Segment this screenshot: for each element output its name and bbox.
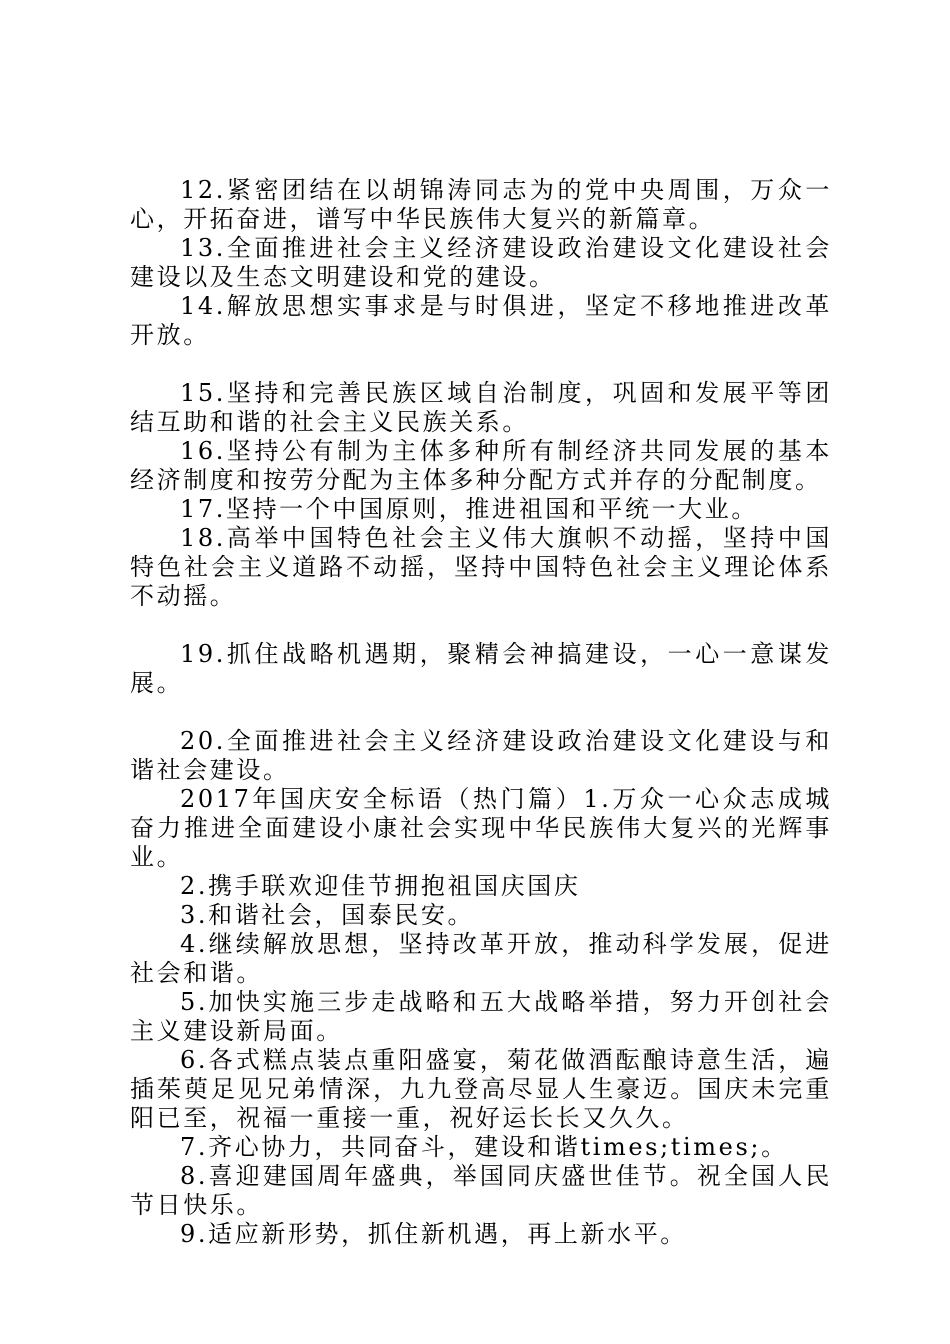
paragraph-slogan-4: 4.继续解放思想，坚持改革开放，推动科学发展，促进社会和谐。	[130, 930, 832, 987]
paragraph-18: 18.高举中国特色社会主义伟大旗帜不动摇，坚持中国特色社会主义道路不动摇，坚持中国特色社会主义理论体系不动摇。	[130, 524, 832, 610]
paragraph-15: 15.坚持和完善民族区域自治制度，巩固和发展平等团结互助和谐的社会主义民族关系。	[130, 379, 832, 436]
paragraph-14: 14.解放思想实事求是与时俱进，坚定不移地推进改革开放。	[130, 292, 832, 349]
paragraph-slogan-7: 7.齐心协力，共同奋斗，建设和谐times;times;。	[180, 1133, 788, 1161]
paragraph-slogan-9: 9.适应新形势，抓住新机遇，再上新水平。	[180, 1220, 687, 1248]
paragraph-13: 13.全面推进社会主义经济建设政治建设文化建设社会建设以及生态文明建设和党的建设。	[130, 234, 832, 291]
paragraph-20: 20.全面推进社会主义经济建设政治建设文化建设与和谐社会建设。	[130, 727, 832, 784]
paragraph-slogan-2: 2.携手联欢迎佳节拥抱祖国庆国庆	[180, 872, 581, 900]
paragraph-slogan-8: 8.喜迎建国周年盛典，举国同庆盛世佳节。祝全国人民节日快乐。	[130, 1162, 832, 1219]
paragraph-slogan-6: 6.各式糕点装点重阳盛宴，菊花做酒酝酿诗意生活，遍插茱萸足见兄弟情深，九九登高尽显人生豪迈。国庆未完重阳已至，祝福一重接一重，祝好运长长又久久。	[130, 1046, 832, 1132]
paragraph-slogan-intro: 2017年国庆安全标语（热门篇）1.万众一心众志成城奋力推进全面建设小康社会实现中华民族伟大复兴的光辉事业。	[130, 785, 832, 871]
paragraph-slogan-5: 5.加快实施三步走战略和五大战略举措，努力开创社会主义建设新局面。	[130, 988, 832, 1045]
paragraph-16: 16.坚持公有制为主体多种所有制经济共同发展的基本经济制度和按劳分配为主体多种分配方式并存的分配制度。	[130, 437, 832, 494]
paragraph-19: 19.抓住战略机遇期，聚精会神搞建设，一心一意谋发展。	[130, 640, 832, 697]
paragraph-slogan-3: 3.和谐社会，国泰民安。	[180, 901, 475, 929]
paragraph-17: 17.坚持一个中国原则，推进祖国和平统一大业。	[180, 495, 758, 523]
document-body	[130, 176, 832, 1249]
paragraph-12: 12.紧密团结在以胡锦涛同志为的党中央周围，万众一心，开拓奋进，谱写中华民族伟大复兴的新篇章。	[130, 176, 832, 233]
